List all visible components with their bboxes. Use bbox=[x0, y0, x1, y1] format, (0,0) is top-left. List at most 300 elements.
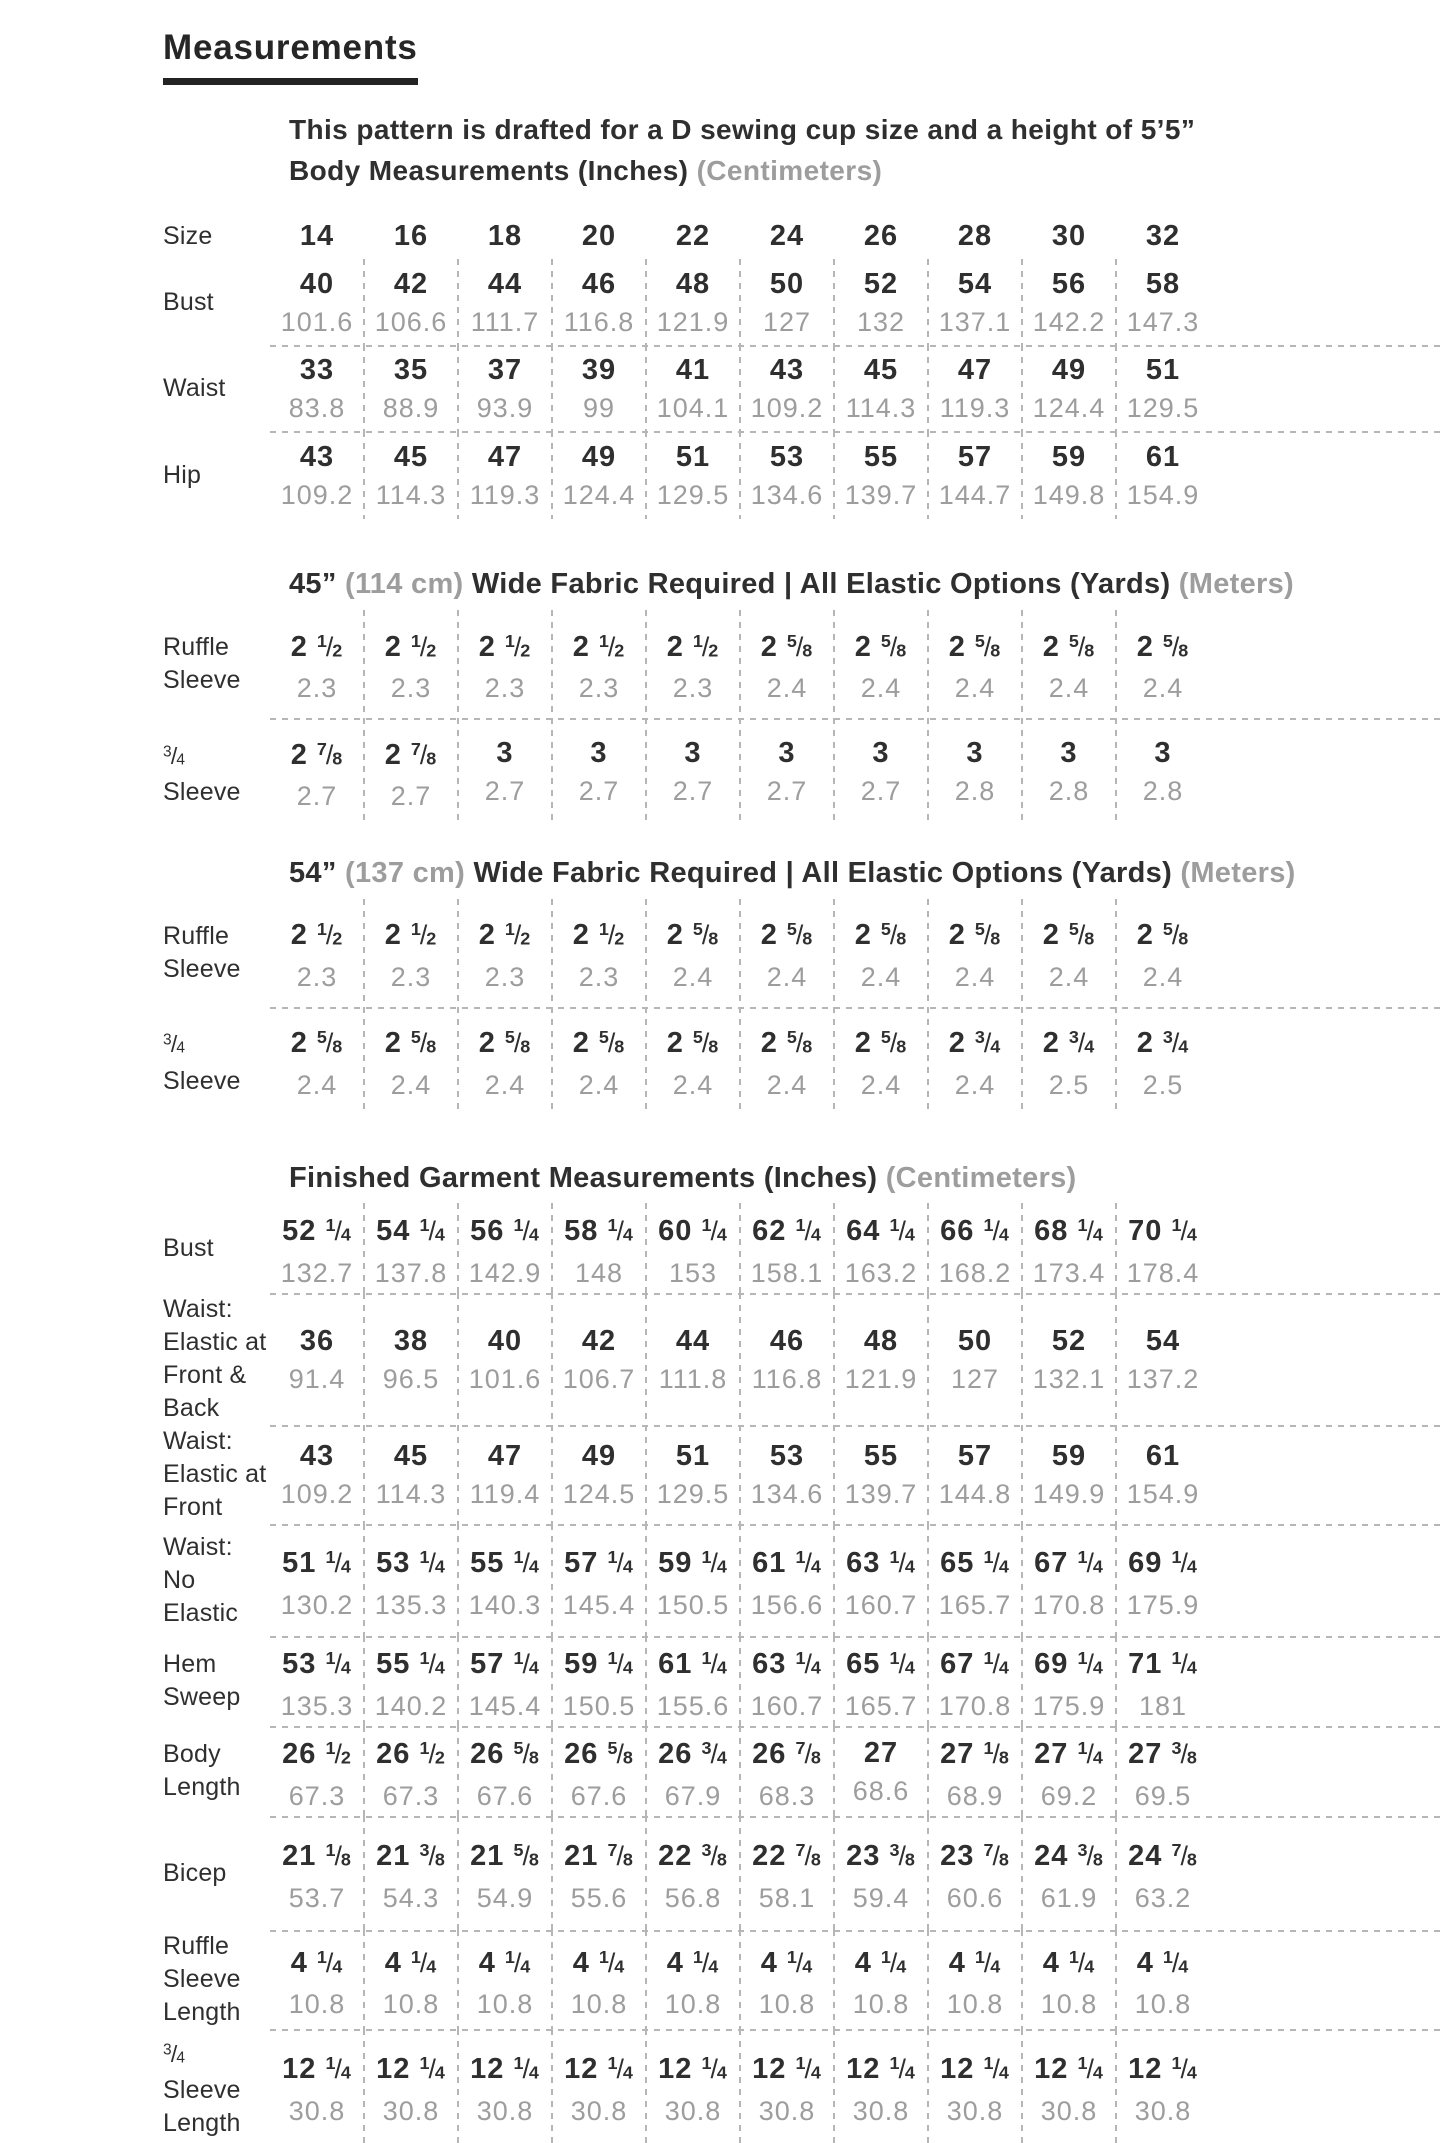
measurement-cell bbox=[740, 1007, 834, 1115]
metric-value: 2.4 bbox=[1048, 961, 1090, 992]
measurement-cell bbox=[1022, 1524, 1116, 1636]
measurement-cell bbox=[740, 345, 834, 431]
fraction: $^7$/8 bbox=[316, 738, 344, 770]
fraction: $^1$/4 bbox=[795, 1547, 822, 1579]
metric-value: 68.6 bbox=[852, 1775, 910, 1806]
measurement-cell bbox=[458, 610, 552, 718]
measurement-cell bbox=[552, 610, 646, 718]
imperial-value: 67 $^1$/4 bbox=[940, 1648, 1010, 1681]
table-row bbox=[163, 1425, 1445, 1524]
measurement-cell bbox=[270, 899, 364, 1007]
row-label: $^3$/4 Sleeve Length bbox=[163, 2040, 241, 2137]
measurement-cell bbox=[646, 1293, 740, 1425]
measurement-cell bbox=[928, 1636, 1022, 1726]
imperial-value: 4 $^1$/4 bbox=[572, 1946, 626, 1979]
imperial-value: 43 bbox=[299, 1440, 335, 1473]
measurement-cell bbox=[552, 1816, 646, 1930]
metric-value: 55.6 bbox=[570, 1882, 628, 1913]
measurement-cell bbox=[834, 1007, 928, 1115]
metric-value: 91.4 bbox=[288, 1363, 346, 1394]
imperial-value: 63 $^1$/4 bbox=[752, 1648, 822, 1681]
table-row bbox=[163, 431, 1445, 519]
fraction: $^1$/4 bbox=[692, 1946, 720, 1978]
metric-value: 139.7 bbox=[844, 1479, 918, 1510]
fraction: $^5$/8 bbox=[504, 1027, 532, 1059]
metric-value: 132.7 bbox=[280, 1257, 354, 1288]
metric-value: 2.4 bbox=[954, 672, 996, 703]
imperial-value: 53 bbox=[769, 440, 805, 473]
measurement-cell bbox=[1022, 1726, 1116, 1816]
measurement-cell bbox=[1116, 610, 1210, 718]
imperial-value: 2 $^3$/4 bbox=[948, 1027, 1002, 1060]
metric-value: 2.7 bbox=[484, 776, 526, 807]
measurement-cell bbox=[1116, 1726, 1210, 1816]
measurement-cell bbox=[646, 345, 740, 431]
fraction: $^5$/8 bbox=[1162, 630, 1190, 662]
fraction: $^1$/4 bbox=[1077, 1738, 1104, 1770]
row-label: Ruffle Sleeve bbox=[163, 632, 241, 694]
imperial-value: 51 $^1$/4 bbox=[282, 1547, 352, 1580]
imperial-value: 56 $^1$/4 bbox=[470, 1215, 540, 1248]
metric-value: 2.3 bbox=[296, 672, 338, 703]
measurement-cell bbox=[740, 899, 834, 1007]
metric-value: 30.8 bbox=[1134, 2095, 1192, 2126]
metric-value: 109.2 bbox=[280, 479, 354, 510]
metric-value: 30.8 bbox=[476, 2095, 534, 2126]
text: Body Measurements (Inches) bbox=[289, 155, 697, 186]
metric-value: 2.8 bbox=[954, 776, 996, 807]
imperial-value: 40 bbox=[487, 1324, 523, 1357]
imperial-value: 2 $^1$/2 bbox=[384, 919, 438, 952]
imperial-value: 27 $^1$/8 bbox=[940, 1738, 1010, 1771]
imperial-value: 26 $^5$/8 bbox=[564, 1738, 634, 1771]
measurement-cell bbox=[928, 259, 1022, 345]
imperial-value: 33 bbox=[299, 353, 335, 386]
measurement-cell bbox=[740, 1930, 834, 2029]
measurement-cell bbox=[646, 431, 740, 519]
metric-value: 2.3 bbox=[578, 672, 620, 703]
measurement-cell bbox=[458, 1816, 552, 1930]
measurement-cell bbox=[364, 1425, 458, 1524]
measurement-cell bbox=[1022, 259, 1116, 345]
imperial-value: 52 $^1$/4 bbox=[282, 1215, 352, 1248]
metric-value: 54.9 bbox=[476, 1882, 534, 1913]
measurement-cell bbox=[928, 1930, 1022, 2029]
fraction: $^1$/4 bbox=[1068, 1946, 1096, 1978]
fraction: $^3$/8 bbox=[701, 1840, 728, 1872]
metric-value: 148 bbox=[574, 1257, 624, 1288]
metric-value: 150.5 bbox=[562, 1690, 636, 1721]
intro-line-2 bbox=[289, 150, 1445, 191]
metric-value: 127 bbox=[950, 1363, 1000, 1394]
fraction: $^1$/4 bbox=[889, 1215, 916, 1247]
metric-value: 116.8 bbox=[751, 1363, 823, 1394]
fraction: $^1$/2 bbox=[692, 630, 720, 662]
measurement-cell bbox=[364, 259, 458, 345]
imperial-value: 59 bbox=[1051, 440, 1087, 473]
measurement-cell bbox=[364, 2029, 458, 2143]
imperial-value: 26 $^5$/8 bbox=[470, 1738, 540, 1771]
fraction: $^1$/2 bbox=[598, 919, 626, 951]
metric-value: 114.3 bbox=[845, 392, 917, 423]
imperial-value: 54 bbox=[1145, 1324, 1181, 1357]
measurement-cell bbox=[1116, 1636, 1210, 1726]
imperial-value: 2 $^5$/8 bbox=[760, 1027, 814, 1060]
measurement-cell bbox=[834, 1293, 928, 1425]
row-label: Hem Sweep bbox=[163, 1650, 241, 1712]
measurement-cell bbox=[458, 431, 552, 519]
measurement-cell bbox=[928, 610, 1022, 718]
measurement-cell bbox=[1116, 1425, 1210, 1524]
imperial-value: 50 bbox=[769, 267, 805, 300]
metric-value: 158.1 bbox=[750, 1257, 824, 1288]
fraction: $^1$/4 bbox=[983, 2053, 1010, 2085]
table-row bbox=[163, 1203, 1445, 1293]
row-label-size: Size bbox=[163, 221, 213, 250]
size-value: 26 bbox=[863, 219, 899, 252]
section-rows bbox=[163, 259, 1445, 519]
imperial-value: 51 bbox=[1145, 353, 1181, 386]
imperial-value: 47 bbox=[487, 440, 523, 473]
metric-value: 30.8 bbox=[570, 2095, 628, 2126]
imperial-value: 56 bbox=[1051, 267, 1087, 300]
fraction: $^3$/4 bbox=[701, 1738, 728, 1770]
table-row bbox=[163, 345, 1445, 431]
measurement-cell bbox=[1022, 1293, 1116, 1425]
imperial-value: 26 $^7$/8 bbox=[752, 1738, 822, 1771]
measurement-cell bbox=[1022, 1930, 1116, 2029]
metric-value: 10.8 bbox=[382, 1989, 440, 2020]
measurement-cell bbox=[270, 718, 364, 826]
imperial-value: 4 $^1$/4 bbox=[1042, 1946, 1096, 1979]
imperial-value: 54 $^1$/4 bbox=[376, 1215, 446, 1248]
metric-value: 119.3 bbox=[469, 479, 541, 510]
fraction: $^1$/4 bbox=[1171, 1648, 1198, 1680]
measurement-cell bbox=[458, 1425, 552, 1524]
measurement-cell bbox=[834, 610, 928, 718]
measurement-cell bbox=[646, 1425, 740, 1524]
measurement-cell bbox=[552, 1524, 646, 1636]
metric-value: 154.9 bbox=[1126, 479, 1200, 510]
imperial-value: 57 $^1$/4 bbox=[470, 1648, 540, 1681]
measurement-cell bbox=[740, 718, 834, 826]
section-header: 54” (137 cm) Wide Fabric Required | All Elastic Options (Yards) (Meters) bbox=[289, 856, 1296, 889]
measurement-cell bbox=[834, 899, 928, 1007]
finished-section bbox=[163, 1161, 1445, 2143]
imperial-value: 45 bbox=[393, 440, 429, 473]
measurement-cell bbox=[646, 1930, 740, 2029]
metric-value: 129.5 bbox=[656, 1479, 730, 1510]
metric-value: 132 bbox=[856, 306, 906, 337]
metric-value: 2.5 bbox=[1142, 1069, 1184, 1100]
metric-value: 63.2 bbox=[1134, 1882, 1192, 1913]
imperial-value: 2 $^1$/2 bbox=[666, 630, 720, 663]
imperial-value: 44 bbox=[487, 267, 523, 300]
imperial-value: 69 $^1$/4 bbox=[1034, 1648, 1104, 1681]
metric-value: 129.5 bbox=[1126, 392, 1200, 423]
measurement-cell bbox=[364, 1930, 458, 2029]
imperial-value: 49 bbox=[1051, 353, 1087, 386]
measurement-cell bbox=[740, 431, 834, 519]
measurement-cell bbox=[364, 1816, 458, 1930]
row-label: Ruffle Sleeve bbox=[163, 921, 241, 983]
row-label: Waist: Elastic at Front bbox=[163, 1427, 267, 1522]
fraction: $^3$/4 bbox=[163, 2040, 186, 2067]
fraction: $^5$/8 bbox=[786, 1027, 814, 1059]
measurement-cell bbox=[646, 899, 740, 1007]
metric-value: 60.6 bbox=[946, 1882, 1004, 1913]
metric-value: 144.7 bbox=[938, 479, 1012, 510]
metric-value: 67.6 bbox=[476, 1780, 534, 1811]
imperial-value: 57 bbox=[957, 440, 993, 473]
fraction: $^1$/4 bbox=[1171, 1547, 1198, 1579]
measurement-cell bbox=[834, 431, 928, 519]
measurement-cell bbox=[928, 718, 1022, 826]
measurement-cell bbox=[1116, 1524, 1210, 1636]
fraction: $^1$/4 bbox=[1162, 1946, 1190, 1978]
imperial-value: 2 $^5$/8 bbox=[1136, 630, 1190, 663]
fraction: $^1$/4 bbox=[419, 2053, 446, 2085]
measurement-cell bbox=[552, 1726, 646, 1816]
fraction: $^5$/8 bbox=[786, 630, 814, 662]
imperial-value: 51 bbox=[675, 440, 711, 473]
section-header: Finished Garment Measurements (Inches) (Centimeters) bbox=[289, 1161, 1077, 1194]
metric-value: 142.2 bbox=[1032, 306, 1106, 337]
metric-value: 134.6 bbox=[750, 1479, 824, 1510]
metric-value: 30.8 bbox=[664, 2095, 722, 2126]
metric-value: 132.1 bbox=[1032, 1363, 1106, 1394]
metric-value: 2.4 bbox=[1048, 672, 1090, 703]
table-row bbox=[163, 259, 1445, 345]
metric-value: 2.4 bbox=[672, 961, 714, 992]
fraction: $^1$/2 bbox=[419, 1738, 446, 1770]
imperial-value: 59 bbox=[1051, 1440, 1087, 1473]
metric-value: 2.3 bbox=[296, 961, 338, 992]
measurement-cell bbox=[928, 1425, 1022, 1524]
fraction: $^1$/4 bbox=[1077, 1547, 1104, 1579]
measurement-cell bbox=[364, 1203, 458, 1293]
imperial-value: 64 $^1$/4 bbox=[846, 1215, 916, 1248]
fraction: $^1$/4 bbox=[325, 1215, 352, 1247]
imperial-value: 4 $^1$/4 bbox=[760, 1946, 814, 1979]
metric-value: 145.4 bbox=[562, 1589, 636, 1620]
metric-value: 10.8 bbox=[288, 1989, 346, 2020]
metric-value: 2.3 bbox=[672, 672, 714, 703]
fraction: $^5$/8 bbox=[974, 919, 1002, 951]
fraction: $^5$/8 bbox=[880, 919, 908, 951]
imperial-value: 21 $^3$/8 bbox=[376, 1840, 446, 1873]
imperial-value: 21 $^1$/8 bbox=[282, 1840, 352, 1873]
section-rows bbox=[163, 610, 1445, 826]
imperial-value: 60 $^1$/4 bbox=[658, 1215, 728, 1248]
measurement-cell bbox=[364, 718, 458, 826]
imperial-value: 63 $^1$/4 bbox=[846, 1547, 916, 1580]
measurement-cell bbox=[834, 1425, 928, 1524]
fraction: $^7$/8 bbox=[795, 1840, 822, 1872]
imperial-value: 4 $^1$/4 bbox=[666, 1946, 720, 1979]
measurement-cell bbox=[364, 1293, 458, 1425]
metric-value: 2.7 bbox=[766, 776, 808, 807]
imperial-value: 2 $^7$/8 bbox=[384, 738, 438, 771]
metric-value: 165.7 bbox=[844, 1690, 918, 1721]
measurement-cell bbox=[928, 1293, 1022, 1425]
imperial-value: 2 $^5$/8 bbox=[1136, 919, 1190, 952]
fraction: $^1$/4 bbox=[607, 1648, 634, 1680]
fraction: $^1$/4 bbox=[325, 2053, 352, 2085]
metric-value: 10.8 bbox=[476, 1989, 534, 2020]
metric-value: 68.3 bbox=[758, 1780, 816, 1811]
imperial-value: 67 $^1$/4 bbox=[1034, 1547, 1104, 1580]
row-label: Waist: No Elastic bbox=[163, 1532, 239, 1627]
fraction: $^1$/4 bbox=[410, 1946, 438, 1978]
imperial-value: 2 $^5$/8 bbox=[948, 919, 1002, 952]
imperial-value: 2 $^5$/8 bbox=[854, 630, 908, 663]
fraction: $^3$/8 bbox=[889, 1840, 916, 1872]
measurement-cell bbox=[928, 1203, 1022, 1293]
metric-value: 109.2 bbox=[750, 392, 824, 423]
metric-value: 68.9 bbox=[946, 1780, 1004, 1811]
measurement-cell bbox=[552, 2029, 646, 2143]
measurement-cell bbox=[1116, 1816, 1210, 1930]
metric-value: 181 bbox=[1138, 1690, 1188, 1721]
metric-value: 53.7 bbox=[288, 1882, 346, 1913]
fraction: $^7$/8 bbox=[1171, 1840, 1198, 1872]
fraction: $^1$/4 bbox=[889, 1547, 916, 1579]
measurement-cell bbox=[834, 1203, 928, 1293]
imperial-value: 22 $^7$/8 bbox=[752, 1840, 822, 1873]
imperial-value: 2 $^5$/8 bbox=[384, 1027, 438, 1060]
measurement-cell bbox=[1022, 1203, 1116, 1293]
fraction: $^1$/4 bbox=[880, 1946, 908, 1978]
size-value: 14 bbox=[299, 219, 335, 252]
metric-value: 2.8 bbox=[1048, 776, 1090, 807]
metric-value: 2.7 bbox=[672, 776, 714, 807]
imperial-value: 12 $^1$/4 bbox=[1128, 2053, 1198, 2086]
imperial-value: 57 bbox=[957, 1440, 993, 1473]
measurement-cell bbox=[458, 2029, 552, 2143]
metric-value: 114.3 bbox=[375, 1479, 447, 1510]
fraction: $^1$/4 bbox=[1077, 2053, 1104, 2085]
measurement-cell bbox=[1116, 1293, 1210, 1425]
measurement-cell bbox=[646, 1816, 740, 1930]
measurement-cell bbox=[834, 718, 928, 826]
measurement-cell bbox=[270, 1007, 364, 1115]
metric-value: 111.7 bbox=[470, 306, 540, 337]
imperial-value: 2 $^5$/8 bbox=[666, 919, 720, 952]
fraction: $^1$/2 bbox=[316, 919, 344, 951]
imperial-value: 2 $^5$/8 bbox=[666, 1027, 720, 1060]
metric-value: 168.2 bbox=[938, 1257, 1012, 1288]
imperial-value: 58 bbox=[1145, 267, 1181, 300]
measurement-cell bbox=[834, 1726, 928, 1816]
imperial-value: 61 bbox=[1145, 440, 1181, 473]
imperial-value: 12 $^1$/4 bbox=[470, 2053, 540, 2086]
imperial-value: 2 $^3$/4 bbox=[1042, 1027, 1096, 1060]
metric-value: 61.9 bbox=[1040, 1882, 1098, 1913]
row-label: $^3$/4 Sleeve bbox=[163, 1031, 241, 1095]
fraction: $^1$/4 bbox=[795, 1648, 822, 1680]
fraction: $^7$/8 bbox=[795, 1738, 822, 1770]
metric-value: 59.4 bbox=[852, 1882, 910, 1913]
imperial-value: 2 $^1$/2 bbox=[290, 919, 344, 952]
measurement-cell bbox=[364, 610, 458, 718]
metric-value: 67.3 bbox=[288, 1780, 346, 1811]
imperial-value: 2 $^5$/8 bbox=[948, 630, 1002, 663]
metric-value: 2.4 bbox=[484, 1069, 526, 1100]
metric-value: 2.3 bbox=[390, 672, 432, 703]
imperial-value: 35 bbox=[393, 353, 429, 386]
imperial-value: 12 $^1$/4 bbox=[376, 2053, 446, 2086]
metric-value: 30.8 bbox=[288, 2095, 346, 2126]
imperial-value: 2 $^5$/8 bbox=[854, 1027, 908, 1060]
measurement-cell bbox=[270, 1524, 364, 1636]
table-row bbox=[163, 2029, 1445, 2143]
imperial-value: 58 $^1$/4 bbox=[564, 1215, 634, 1248]
imperial-value: 27 bbox=[863, 1736, 899, 1769]
row-label: Bust bbox=[163, 1233, 214, 1262]
imperial-value: 51 bbox=[675, 1440, 711, 1473]
measurement-cell bbox=[646, 610, 740, 718]
measurement-cell bbox=[270, 1425, 364, 1524]
metric-value: 83.8 bbox=[288, 392, 346, 423]
fraction: $^5$/8 bbox=[1162, 919, 1190, 951]
measurement-cell bbox=[364, 1524, 458, 1636]
fraction: $^3$/4 bbox=[163, 1031, 186, 1058]
metric-value: 156.6 bbox=[750, 1589, 824, 1620]
measurement-cell bbox=[1022, 2029, 1116, 2143]
measurement-cell bbox=[458, 899, 552, 1007]
imperial-value: 70 $^1$/4 bbox=[1128, 1215, 1198, 1248]
imperial-value: 45 bbox=[863, 353, 899, 386]
metric-value: 99 bbox=[582, 392, 616, 423]
size-row bbox=[163, 213, 1445, 259]
measurement-cell bbox=[1022, 1636, 1116, 1726]
fraction: $^1$/4 bbox=[889, 1648, 916, 1680]
metric-value: 54.3 bbox=[382, 1882, 440, 1913]
text: This pattern is drafted for a D sewing cup size and a height of 5’5” bbox=[289, 114, 1196, 145]
metric-value: 69.2 bbox=[1040, 1780, 1098, 1811]
fraction: $^1$/4 bbox=[513, 1215, 540, 1247]
imperial-value: 53 bbox=[769, 1440, 805, 1473]
measurement-cell bbox=[646, 259, 740, 345]
metric-value: 119.3 bbox=[939, 392, 1011, 423]
metric-value: 124.4 bbox=[562, 479, 636, 510]
imperial-value: 3 bbox=[684, 737, 702, 770]
row-label: Bicep bbox=[163, 1858, 227, 1887]
measurement-cell bbox=[552, 1007, 646, 1115]
fraction: $^1$/4 bbox=[513, 1547, 540, 1579]
row-label: Ruffle Sleeve Length bbox=[163, 1932, 241, 2027]
measurement-cell bbox=[270, 259, 364, 345]
size-value: 22 bbox=[675, 219, 711, 252]
metric-value: 101.6 bbox=[280, 306, 354, 337]
imperial-value: 4 $^1$/4 bbox=[478, 1946, 532, 1979]
row-label: Bust bbox=[163, 287, 214, 316]
imperial-value: 3 bbox=[1060, 737, 1078, 770]
metric-value: 2.4 bbox=[766, 672, 808, 703]
metric-value: 163.2 bbox=[844, 1257, 918, 1288]
metric-value: 149.8 bbox=[1032, 479, 1106, 510]
measurement-cell bbox=[270, 1726, 364, 1816]
measurement-cell bbox=[364, 899, 458, 1007]
fraction: $^5$/8 bbox=[974, 630, 1002, 662]
metric-value: 2.3 bbox=[578, 961, 620, 992]
table-row bbox=[163, 1930, 1445, 2029]
metric-value: 144.8 bbox=[938, 1479, 1012, 1510]
measurement-cell bbox=[552, 1425, 646, 1524]
imperial-value: 4 $^1$/4 bbox=[854, 1946, 908, 1979]
imperial-value: 37 bbox=[487, 353, 523, 386]
